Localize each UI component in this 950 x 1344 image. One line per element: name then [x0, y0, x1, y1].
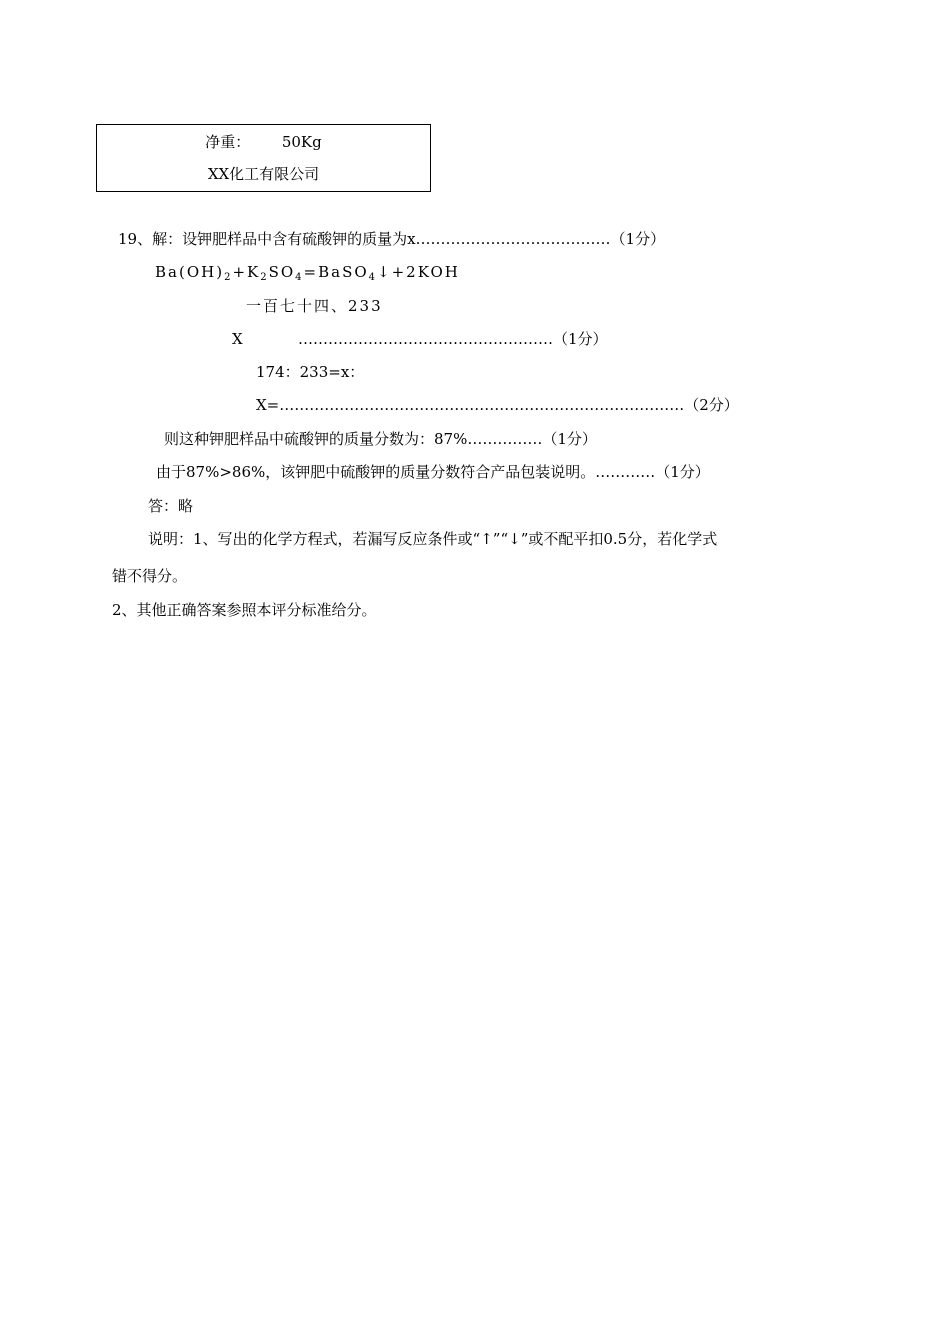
note-line-2: 2、其他正确答案参照本评分标准给分。: [112, 601, 377, 619]
product-label-box: [96, 124, 431, 192]
note-line-1-cont: 错不得分。: [112, 567, 188, 585]
company-name: XX化工有限公司: [207, 165, 320, 183]
solution-line-1: 19、解：设钾肥样品中含有硫酸钾的质量为x…………………………………（1分）: [118, 230, 666, 248]
ratio-line: 174：233=x：: [256, 363, 365, 381]
note-line-1: 说明：1、写出的化学方程式，若漏写反应条件或“↑”“↓”或不配平扣0.5分，若化学式: [148, 530, 718, 548]
unknown-x: X: [232, 330, 243, 348]
solution-line-4-dots: ……………………………………………（1分）: [298, 330, 608, 348]
chemical-equation: $Ba(OH)_2+K_2SO_4=BaSO_4↓+2KOH$: [155, 263, 460, 283]
net-weight-label: 净重：: [205, 133, 251, 151]
molar-mass-line: 一百七十四、233: [246, 297, 383, 315]
result-x-line: X=………………………………………………………………………（2分）: [256, 396, 739, 414]
mass-fraction-line: 则这种钾肥样品中硫酸钾的质量分数为：87%……………（1分）: [164, 430, 597, 448]
conclusion-line: 由于87%>86%，该钾肥中硫酸钾的质量分数符合产品包装说明。…………（1分）: [156, 463, 710, 481]
net-weight-value: 50Kg: [281, 133, 322, 151]
answer-line: 答：略: [148, 497, 194, 515]
net-weight-row: [97, 131, 430, 152]
